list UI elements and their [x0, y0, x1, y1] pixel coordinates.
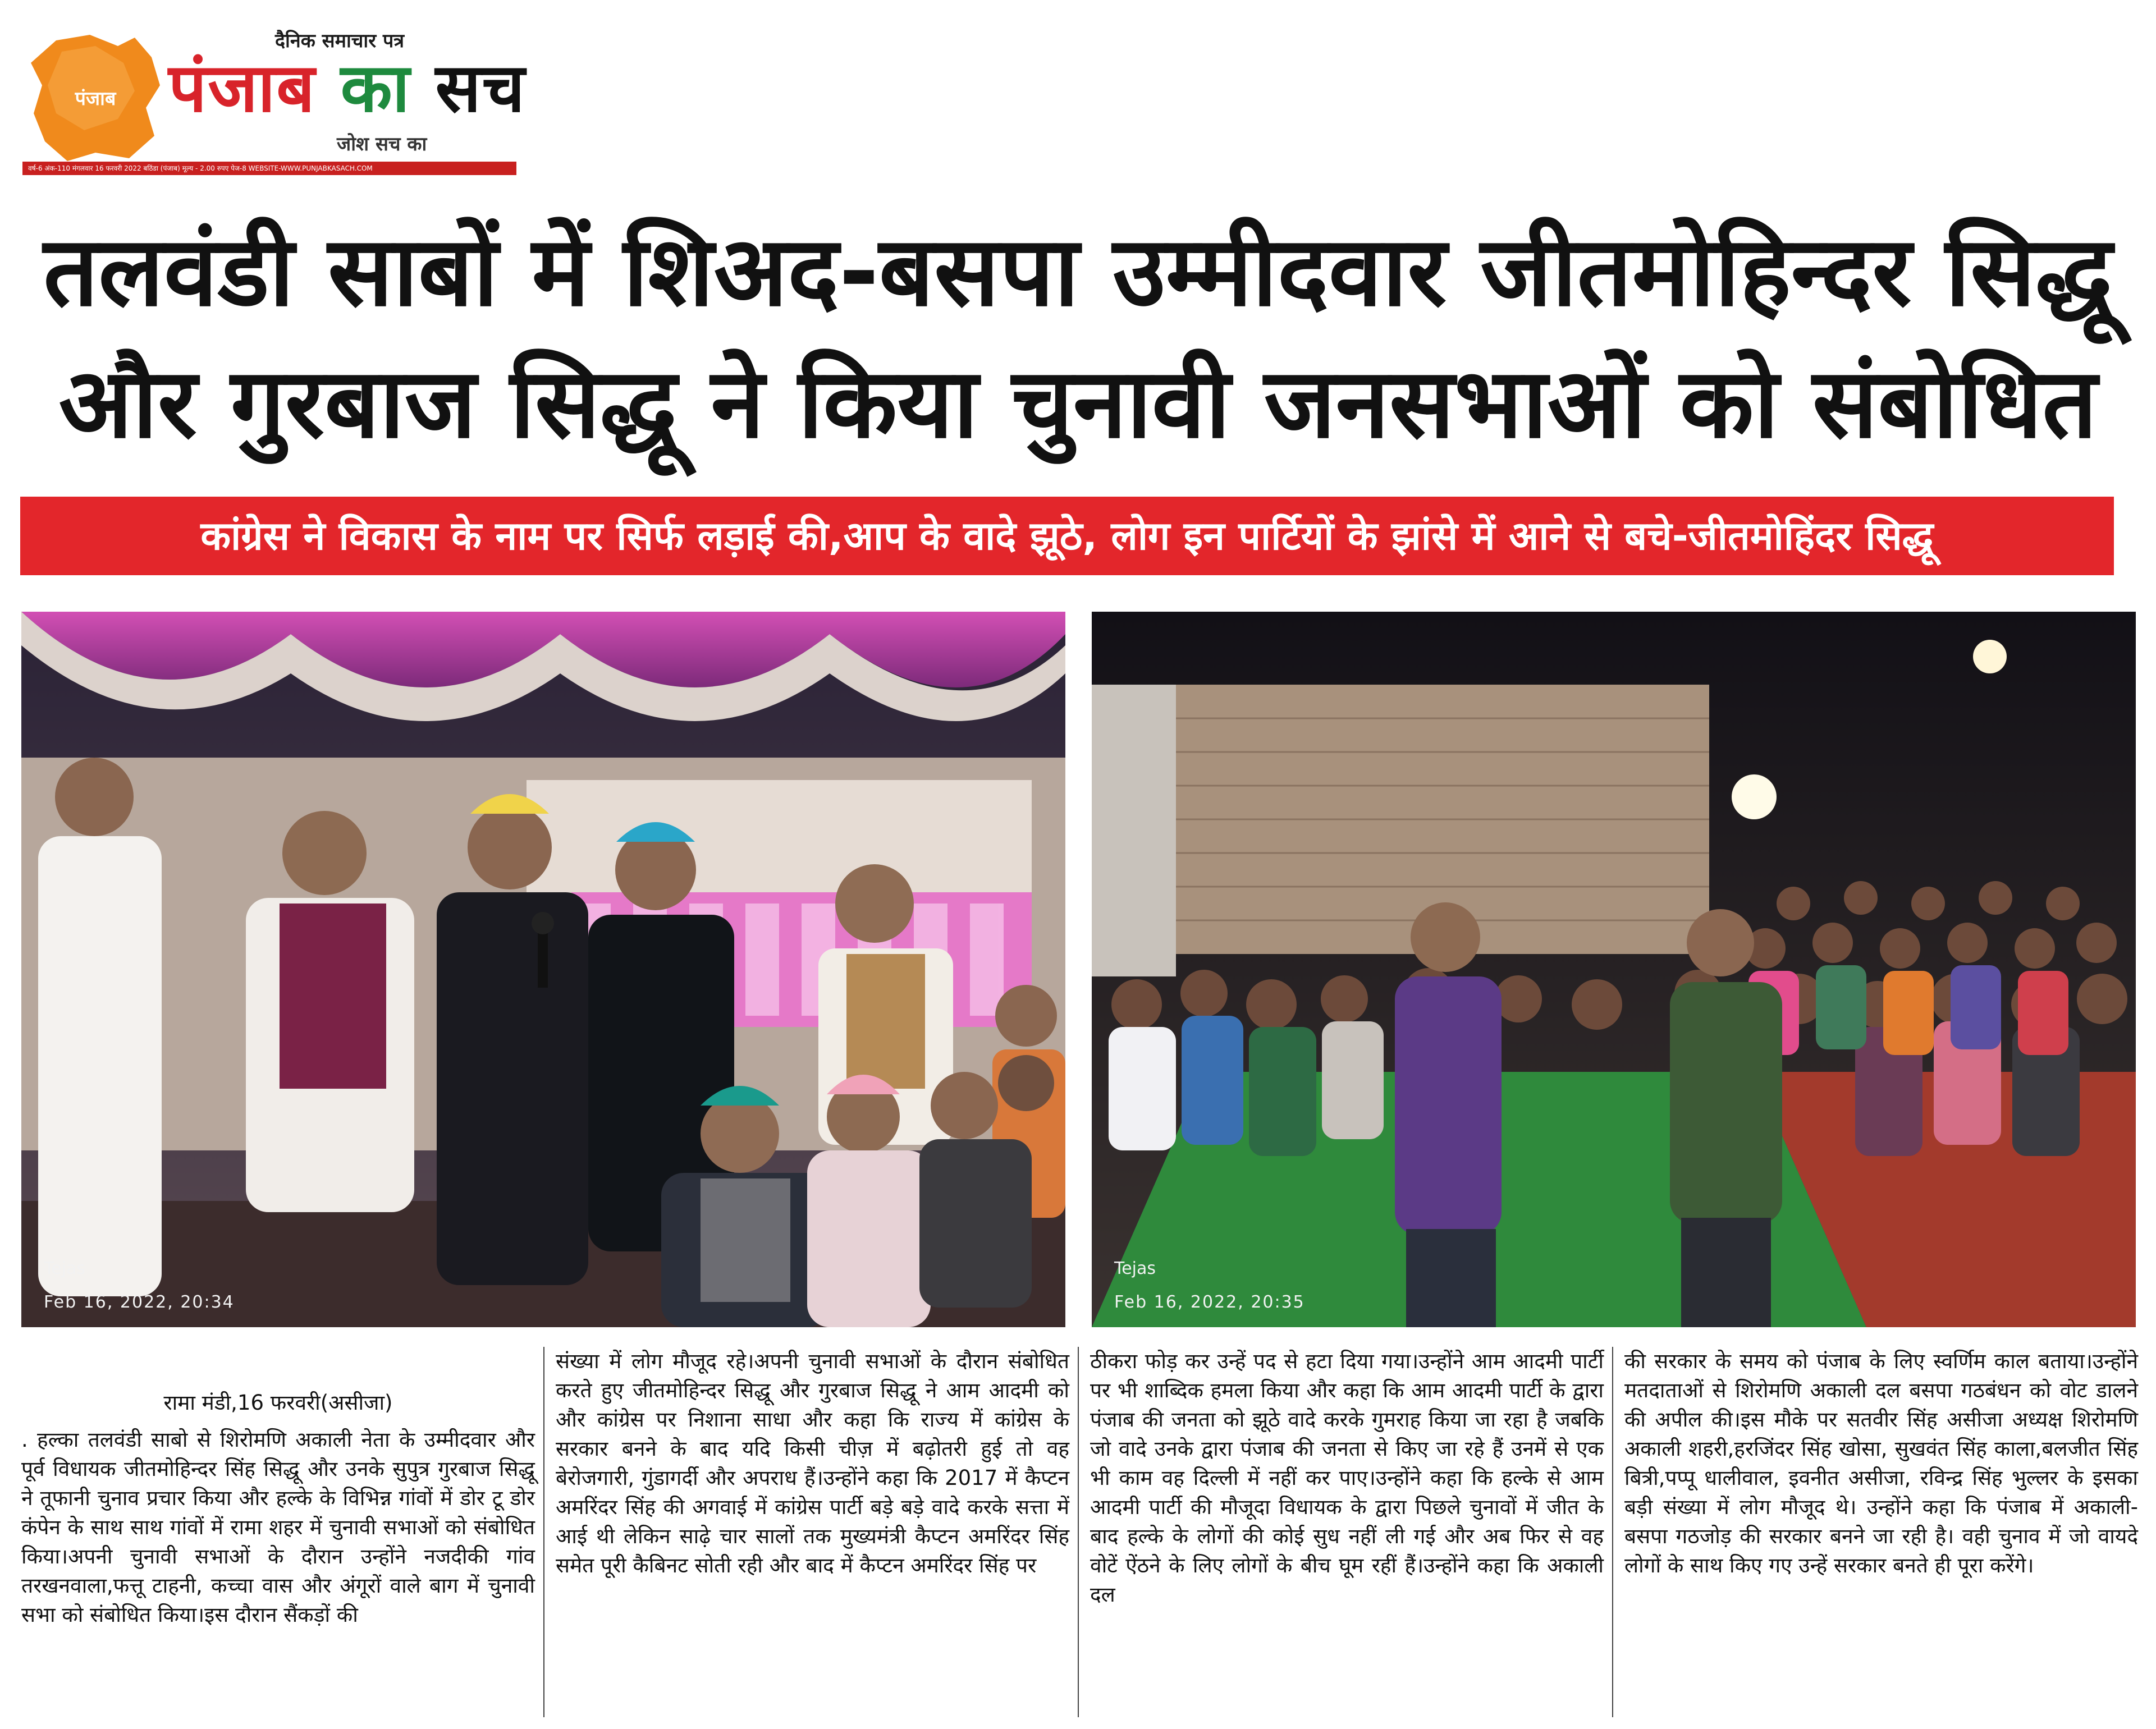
photo-stamp-name: Tejas: [1114, 1259, 1156, 1278]
column-divider: [543, 1347, 544, 1717]
masthead-tagline: दैनिक समाचार पत्र: [275, 30, 405, 52]
column-divider: [1078, 1347, 1079, 1717]
article-column-2: संख्या में लोग मौजूद रहे।अपनी चुनावी सभाओं के दौरान संबोधित करते हुए जीतमोहिन्दर सिद्धू और गुरबाज सिद्धू ने आम आदमी को और कांग्रेस पर निशाना साधा और कहा कि राज्य में कांग्रेस के सरकार बनने के बाद यदि किसी चीज़ में बढ़ोतरी हुई तो वह बेरोजगारी, गुंडागर्दी और अपराध हैं।उन्होंने कहा कि 2017 में कैप्टन अमरिंदर सिंह की अगवाई में कांग्रेस पार्टी बड़े बड़े वादे करके सत्ता में आई थी लेकिन साढ़े चार सालों तक मुख्यमंत्री कैप्टन अमरिंदर सिंह समेत पूरी कैबिनट सोती रही और बाद में कैप्टन अमरिंदर सिंह पर: [556, 1349, 1069, 1577]
article-dateline: रामा मंडी,16 फरवरी(असीजा): [163, 1391, 393, 1415]
masthead: [0, 0, 2156, 185]
photo-crowd-gathering: [1092, 612, 2136, 1327]
article-column-4: की सरकार के समय को पंजाब के लिए स्वर्णिम काल बताया।उन्होंने मतदाताओं से शिरोमणि अकाली दल बसपा गठबंधन को वोट डालने की अपील की।इस मौके पर सतवीर सिंह असीजा अध्यक्ष शिरोमणि अकाली शहरी,हरजिंदर सिंह खोसा, सुखवंत सिंह काला,बलजीत सिंह बित्री,पप्पू धालीवाल, इवनीत असीजा, रविन्द्र सिंह भुल्लर के इसका बड़ी संख्या में लोग मौजूद थे। उन्होंने कहा कि पंजाब में अकाली-बसपा गठजोड़ की सरकार बनने जा रही है। वही चुनाव में जो वायदे लोगों के साथ किए गए उन्हें सरकार बनते ही पूरा करेंगे।: [1624, 1349, 2138, 1577]
photo-stamp-date: Feb 16, 2022, 20:34: [44, 1292, 235, 1312]
newspaper-name-part1: पंजाब: [168, 49, 316, 127]
newspaper-name-part2: का: [340, 49, 411, 127]
newspaper-name: [168, 49, 526, 127]
headline-line-1: तलवंडी साबों में शिअद-बसपा उम्मीदवार जीतमोहिन्दर सिद्धू: [43, 215, 2113, 328]
newspaper-name-part3: सच: [435, 49, 526, 127]
masthead-slogan: जोश सच का: [337, 133, 427, 155]
column-divider: [1612, 1347, 1613, 1717]
photo-stamp-date: Feb 16, 2022, 20:35: [1114, 1292, 1305, 1312]
headline-line-2: और गुरबाज सिद्धू ने किया चुनावी जनसभाओं को संबोधित: [58, 347, 2098, 460]
photo-stamp-name: Tejas: [44, 1259, 86, 1278]
article-column-3: ठीकरा फोड़ कर उन्हें पद से हटा दिया गया।उन्होंने आम आदमी पार्टी पर भी शाब्दिक हमला किया और कहा कि आम आदमी पार्टी के द्वारा पंजाब की जनता को झूठे वादे करके गुमराह किया जा रहा है जबकि जो वादे उनके द्वारा पंजाब की जनता से किए जा रहे हैं उनमें से एक भी काम वह दिल्ली में नहीं कर पाए।उन्होंने कहा कि हल्के से आम आदमी पार्टी की मौजूदा विधायक के द्वारा पिछले चुनावों में जीत के बाद हल्के के लोगों की कोई सुध नहीं ली गई और अब फिर से वह वोटें ऐंठने के लिए लोगों के बीच घूम रहीं हैं।उन्होंने कहा कि अकाली दल: [1090, 1349, 1604, 1607]
subheadline: कांग्रेस ने विकास के नाम पर सिर्फ लड़ाई की,आप के वादे झूठे, लोग इन पार्टियों के झांसे में आने से बचे-जीतमोहिंदर सिद्धू: [200, 513, 1934, 559]
map-label: पंजाब: [75, 88, 116, 110]
article-column-1: . हल्का तलवंडी साबो से शिरोमणि अकाली नेता के उम्मीदवार और पूर्व विधायक जीतमोहिन्दर सिंह सिद्धू और उनके सुपुत्र गुरबाज सिद्धू ने तूफानी चुनाव प्रचार किया और हल्के के विभिन्न गांवों में डोर टू डोर कंपेन के साथ साथ गांवों में रामा शहर में चुनावी सभाओं को संबोधित किया।अपनी चुनावी सभाओं के दौरान उन्होंने नजदीकी गांव तरखनवाला,फत्तू टाहनी, कच्चा वास और अंगूरों वाले बाग में चुनावी सभा को संबोधित किया।इस दौरान सैंकड़ों की: [21, 1428, 535, 1627]
punjab-map-logo: [22, 29, 168, 164]
masthead-info-strip: वर्ष-6 अंक-110 मंगलवार 16 फरवरी 2022 बठिंडा (पंजाब) मूल्य - 2.00 रुपए पेज-8 WEBSITE-WWW.PUNJABKASACH.COM: [22, 162, 516, 175]
photo-stage-speech: [21, 612, 1065, 1327]
